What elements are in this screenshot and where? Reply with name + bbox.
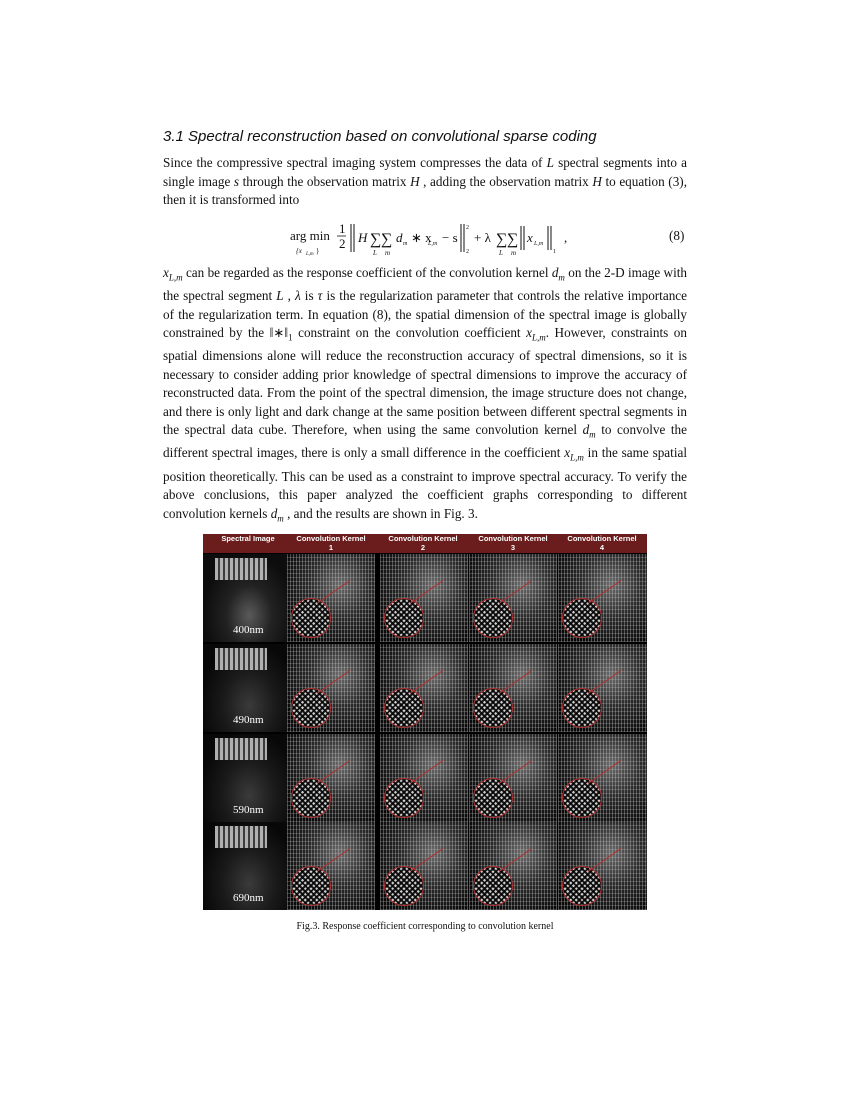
spectral-image-590 (203, 734, 287, 822)
equation-graphic (290, 220, 580, 262)
paragraph-intro: Since the compressive spectral imaging system compresses the data of L spectral segments into a single image s through the observation matrix H , adding the observation matrix H to equation (3), then it is transformed into (163, 155, 687, 207)
zoom-line (317, 670, 350, 694)
kernel4-490 (558, 644, 647, 732)
svg-text:2: 2 (466, 225, 469, 231)
zoom-line (588, 670, 621, 694)
wavelength-label: 490nm (233, 714, 264, 726)
zoom-line (499, 848, 532, 872)
kernel2-590 (380, 734, 468, 822)
svg-text:∑: ∑ (381, 231, 393, 248)
zoom-inset (384, 866, 424, 906)
zoom-inset (562, 778, 602, 818)
zoom-line (499, 760, 532, 784)
svg-text:∑: ∑ (370, 231, 382, 248)
figure-3 (203, 534, 647, 910)
svg-text:L,m: L,m (428, 241, 438, 247)
kernel4-400 (558, 554, 647, 642)
zoom-line (410, 670, 443, 694)
zoom-line (499, 670, 532, 694)
svg-text:2: 2 (466, 249, 469, 255)
zoom-line (317, 760, 350, 784)
kernel3-490 (469, 644, 557, 732)
svg-text:m: m (511, 249, 517, 257)
zoom-inset (473, 778, 513, 818)
section-title: 3.1 Spectral reconstruction based on convolutional sparse coding (163, 128, 597, 145)
zoom-inset (473, 688, 513, 728)
kernel4-690 (558, 822, 647, 910)
svg-text:L: L (373, 249, 377, 257)
zoom-inset (473, 866, 513, 906)
zoom-line (588, 848, 621, 872)
kernel1-490 (287, 644, 375, 732)
zoom-line (410, 760, 443, 784)
wavelength-label: 590nm (233, 804, 264, 816)
zoom-line (410, 580, 443, 604)
equation-number: (8) (669, 228, 685, 243)
zoom-inset (291, 598, 331, 638)
spectral-image-690 (203, 822, 287, 910)
zoom-inset (384, 598, 424, 638)
kernel2-690 (380, 822, 468, 910)
svg-text:1: 1 (553, 249, 556, 255)
color-chart (215, 826, 267, 848)
zoom-inset (291, 866, 331, 906)
zoom-inset (291, 778, 331, 818)
header-spectral-image: Spectral Image (221, 534, 275, 543)
header-kernel-4: Convolution Kernel 4 (567, 534, 637, 552)
zoom-line (588, 580, 621, 604)
svg-text:d: d (396, 230, 403, 245)
kernel1-400 (287, 554, 375, 642)
wavelength-label: 400nm (233, 624, 264, 636)
zoom-line (588, 760, 621, 784)
kernel3-400 (469, 554, 557, 642)
svg-text:}: } (316, 247, 320, 255)
svg-text:{x: {x (296, 247, 302, 255)
kernel3-690 (469, 822, 557, 910)
svg-text:∗ x: ∗ x (411, 230, 432, 245)
svg-text:H: H (358, 230, 368, 245)
zoom-line (317, 580, 350, 604)
svg-text:∑: ∑ (496, 231, 508, 248)
svg-text:L,m: L,m (306, 252, 314, 257)
color-chart (215, 648, 267, 670)
svg-text:L,m: L,m (534, 241, 544, 247)
zoom-inset (562, 866, 602, 906)
zoom-line (317, 848, 350, 872)
svg-text:arg min: arg min (290, 228, 330, 243)
zoom-inset (291, 688, 331, 728)
kernel3-590 (469, 734, 557, 822)
spectral-image-400 (203, 554, 287, 642)
equation-8 (290, 220, 580, 266)
svg-text:∑: ∑ (507, 231, 519, 248)
svg-text:,: , (564, 230, 568, 245)
color-chart (215, 558, 267, 580)
zoom-inset (473, 598, 513, 638)
svg-text:2: 2 (339, 236, 346, 251)
header-kernel-2: Convolution Kernel 2 (388, 534, 458, 552)
header-kernel-3: Convolution Kernel 3 (478, 534, 548, 552)
svg-text:+ λ: + λ (474, 230, 491, 245)
figure-header (203, 534, 647, 553)
kernel1-590 (287, 734, 375, 822)
wavelength-label: 690nm (233, 892, 264, 904)
color-chart (215, 738, 267, 760)
zoom-inset (562, 688, 602, 728)
kernel1-690 (287, 822, 375, 910)
zoom-line (499, 580, 532, 604)
zoom-inset (384, 688, 424, 728)
header-kernel-1: Convolution Kernel 1 (296, 534, 366, 552)
svg-text:x: x (527, 230, 533, 245)
zoom-line (410, 848, 443, 872)
zoom-inset (384, 778, 424, 818)
kernel2-490 (380, 644, 468, 732)
svg-text:1: 1 (339, 221, 346, 236)
kernel2-400 (380, 554, 468, 642)
svg-text:− s: − s (442, 230, 458, 245)
kernel4-590 (558, 734, 647, 822)
svg-text:m: m (385, 249, 391, 257)
spectral-image-490 (203, 644, 287, 732)
zoom-inset (562, 598, 602, 638)
svg-text:L: L (499, 249, 503, 257)
svg-text:m: m (403, 241, 408, 247)
figure-caption: Fig.3. Response coefficient corresponding to convolution kernel (296, 921, 554, 932)
paragraph-body: $x_{L,m}$ can be regarded as the response coefficient of the convolution kernel $d_m$ on the 2-D image with the spectral segment L , λ is τ is the regularization parameter that controls the relative importance of the regularization term. In equation (8), the spatial dimension of the spectral image is globally constrained by the $‖∗‖_1$ constraint on the convolution coefficient $x_{L,m}$. However, constraints on spatial dimensions alone will reduce the reconstruction accuracy of spectral dimensions, so it is necessary to consider adding prior knowledge of spectral dimensions to improve the accuracy of reconstructed data. From the point of the spectral dimension, the image structure does not change, and there is only light and dark change at the same position between different spectral segments in the spectral data cube. Therefore, when using the same convolution kernel $d_m$ to convolve the different spectral images, there is only a small difference in the coefficient $x_{L,m}$ in the same spatial position theoretically. This can be used as a constraint to improve spectral accuracy. To verify the above conclusions, this paper analyzed the coefficient graphs corresponding to different convolution kernels $d_m$ , and the results are shown in Fig. 3. (163, 265, 687, 524)
